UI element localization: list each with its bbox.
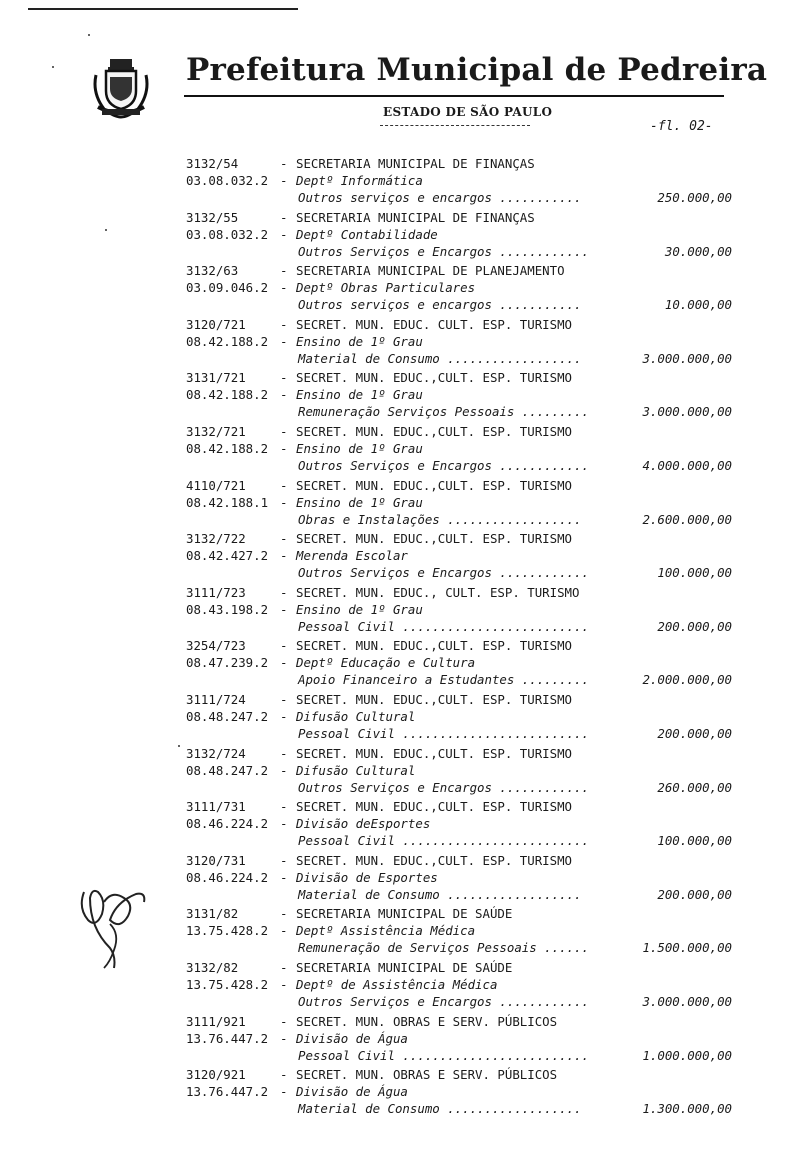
- entry-amount: 200.000,00: [657, 618, 732, 634]
- entry-item: Outros Serviços e Encargos ............: [298, 565, 589, 581]
- entry-classification: 13.75.428.2: [186, 976, 269, 992]
- entry-amount: 4.000.000,00: [642, 457, 732, 473]
- entry-item: Apoio Financeiro a Estudantes .........: [298, 672, 589, 688]
- entry-code: 3120/731: [186, 852, 246, 868]
- entry-classification: 08.47.239.2: [186, 655, 269, 671]
- entry-amount: 3.000.000,00: [642, 350, 732, 366]
- entry-item: Remuneração de Serviços Pessoais ......: [298, 940, 589, 956]
- entry-unit: Difusão Cultural: [296, 762, 416, 778]
- entry-item: Material de Consumo ..................: [298, 1101, 582, 1117]
- entry-code: 3120/721: [186, 316, 246, 332]
- entry-item: Outros Serviços e Encargos ............: [298, 993, 589, 1009]
- entry-item: Outros serviços e encargos ...........: [298, 190, 582, 205]
- entry-classification: 03.09.046.2: [186, 280, 269, 296]
- budget-entry: 3132/724 - SECRET. MUN. EDUC.,CULT. ESP. TURISMO 08.48.247.2 - Difusão Cultural Outros Serviços e Encargos ............ 260.000,00: [186, 745, 732, 795]
- budget-entry: 3132/55 - SECRETARIA MUNICIPAL DE FINANÇAS 03.08.032.2 - Deptº Contabilidade Outros Serviços e Encargos ............ 30.000,00: [186, 209, 732, 259]
- entry-department: SECRETARIA MUNICIPAL DE FINANÇAS: [296, 209, 535, 225]
- entry-item: Pessoal Civil .........................: [298, 1047, 589, 1063]
- entry-classification: 03.08.032.2: [186, 173, 269, 188]
- entry-amount: 10.000,00: [664, 297, 732, 313]
- scan-speck: [52, 66, 54, 68]
- entry-code: 3132/82: [186, 959, 239, 975]
- entry-code: 3111/723: [186, 584, 246, 600]
- entry-item: Outros Serviços e Encargos ............: [298, 243, 589, 259]
- entry-amount: 1.000.000,00: [642, 1047, 732, 1063]
- entry-item: Material de Consumo ..................: [298, 350, 582, 366]
- entry-unit: Divisão deEsportes: [296, 816, 431, 832]
- budget-entry: 3131/721 - SECRET. MUN. EDUC.,CULT. ESP. TURISMO 08.42.188.2 - Ensino de 1º Grau Remuneração Serviços Pessoais ......... 3.000.000,00: [186, 370, 732, 420]
- entry-department: SECRET. MUN. EDUC., CULT. ESP. TURISMO: [296, 584, 580, 600]
- entry-item: Material de Consumo ..................: [298, 886, 582, 902]
- budget-entry: 3111/724 - SECRET. MUN. EDUC.,CULT. ESP. TURISMO 08.48.247.2 - Difusão Cultural Pessoal Civil ......................... 200.000,00: [186, 691, 732, 741]
- page-title: Prefeitura Municipal de Pedreira: [186, 52, 768, 88]
- entry-amount: 1.500.000,00: [642, 940, 732, 956]
- entry-classification: 08.46.224.2: [186, 816, 269, 832]
- handwritten-signature-icon: [70, 862, 160, 972]
- entry-code: 3132/721: [186, 423, 246, 439]
- entry-code: 3132/55: [186, 209, 239, 225]
- entry-classification: 03.08.032.2: [186, 226, 269, 242]
- entry-amount: 200.000,00: [657, 725, 732, 741]
- entry-code: 3254/723: [186, 638, 246, 654]
- entry-department: SECRETARIA MUNICIPAL DE PLANEJAMENTO: [296, 263, 565, 279]
- entry-classification: 13.75.428.2: [186, 923, 269, 939]
- entry-code: 3111/921: [186, 1013, 246, 1029]
- entry-amount: 3.000.000,00: [642, 993, 732, 1009]
- entry-unit: Deptº Educação e Cultura: [296, 655, 476, 671]
- entry-amount: 200.000,00: [657, 886, 732, 902]
- entry-code: 3111/724: [186, 691, 246, 707]
- entry-amount: 2.000.000,00: [642, 672, 732, 688]
- entry-item: Outros Serviços e Encargos ............: [298, 779, 589, 795]
- entry-item: Obras e Instalações ..................: [298, 511, 582, 527]
- entry-unit: Ensino de 1º Grau: [296, 387, 423, 403]
- entry-item: Outros serviços e encargos ...........: [298, 297, 582, 313]
- budget-entry: 3132/82 - SECRETARIA MUNICIPAL DE SAÚDE 13.75.428.2 - Deptº de Assistência Médica Outros Serviços e Encargos ............ 3.000.000,00: [186, 959, 732, 1009]
- entry-item: Pessoal Civil .........................: [298, 618, 589, 634]
- entry-amount: 30.000,00: [664, 243, 732, 259]
- entry-item: Remuneração Serviços Pessoais .........: [298, 404, 589, 420]
- budget-entry: 3120/721 - SECRET. MUN. EDUC. CULT. ESP. TURISMO 08.42.188.2 - Ensino de 1º Grau Material de Consumo .................. 3.000.000,00: [186, 316, 732, 366]
- entry-unit: Difusão Cultural: [296, 708, 416, 724]
- entry-amount: 1.300.000,00: [642, 1101, 732, 1117]
- entry-unit: Deptº Contabilidade: [296, 226, 438, 242]
- entry-department: SECRET. MUN. EDUC.,CULT. ESP. TURISMO: [296, 638, 573, 654]
- entry-unit: Deptº Obras Particulares: [296, 280, 476, 296]
- budget-entry: 3132/54 - SECRETARIA MUNICIPAL DE FINANÇAS 03.08.032.2 - Deptº Informática Outros serviços e encargos ........... 250.000,00: [186, 156, 732, 205]
- entry-department: SECRET. MUN. EDUC.,CULT. ESP. TURISMO: [296, 691, 573, 707]
- entry-department: SECRET. MUN. OBRAS E SERV. PÚBLICOS: [296, 1013, 558, 1029]
- coat-of-arms-icon: [90, 57, 152, 119]
- entry-department: SECRETARIA MUNICIPAL DE FINANÇAS: [296, 156, 535, 171]
- entry-unit: Divisão de Esportes: [296, 869, 438, 885]
- budget-entry: 3111/723 - SECRET. MUN. EDUC., CULT. ESP. TURISMO 08.43.198.2 - Ensino de 1º Grau Pessoal Civil ......................... 200.000,00: [186, 584, 732, 634]
- entry-amount: 260.000,00: [657, 779, 732, 795]
- entry-amount: 250.000,00: [657, 190, 732, 205]
- entry-code: 3132/722: [186, 531, 246, 547]
- entry-item: Pessoal Civil .........................: [298, 833, 589, 849]
- entry-classification: 08.48.247.2: [186, 762, 269, 778]
- entry-classification: 08.42.427.2: [186, 548, 269, 564]
- entry-unit: Ensino de 1º Grau: [296, 494, 423, 510]
- entry-unit: Merenda Escolar: [296, 548, 408, 564]
- entry-department: SECRET. MUN. OBRAS E SERV. PÚBLICOS: [296, 1067, 558, 1083]
- budget-entry: 3111/921 - SECRET. MUN. OBRAS E SERV. PÚBLICOS 13.76.447.2 - Divisão de Água Pessoal Civil ......................... 1.000.000,00: [186, 1013, 732, 1063]
- budget-entry: 3111/731 - SECRET. MUN. EDUC.,CULT. ESP. TURISMO 08.46.224.2 - Divisão deEsportes Pessoal Civil ......................... 100.000,00: [186, 799, 732, 849]
- entry-item: Pessoal Civil .........................: [298, 725, 589, 741]
- entry-unit: Deptº Assistência Médica: [296, 923, 476, 939]
- entry-department: SECRET. MUN. EDUC.,CULT. ESP. TURISMO: [296, 852, 573, 868]
- entry-department: SECRET. MUN. EDUC.,CULT. ESP. TURISMO: [296, 531, 573, 547]
- entry-code: 3131/82: [186, 906, 239, 922]
- entry-classification: 13.76.447.2: [186, 1030, 269, 1046]
- budget-entry: 3132/722 - SECRET. MUN. EDUC.,CULT. ESP. TURISMO 08.42.427.2 - Merenda Escolar Outros Serviços e Encargos ............ 100.000,00: [186, 531, 732, 581]
- top-rule: [28, 8, 298, 10]
- entry-classification: 08.42.188.1: [186, 494, 269, 510]
- budget-entry: 3132/63 - SECRETARIA MUNICIPAL DE PLANEJAMENTO 03.09.046.2 - Deptº Obras Particulares Outros serviços e encargos ........... 10.000,00: [186, 263, 732, 313]
- entry-amount: 2.600.000,00: [642, 511, 732, 527]
- entry-amount: 100.000,00: [657, 833, 732, 849]
- budget-entry: 3132/721 - SECRET. MUN. EDUC.,CULT. ESP. TURISMO 08.42.188.2 - Ensino de 1º Grau Outros Serviços e Encargos ............ 4.000.000,00: [186, 423, 732, 473]
- entry-unit: Ensino de 1º Grau: [296, 333, 423, 349]
- state-subtitle: ESTADO DE SÃO PAULO: [383, 105, 553, 119]
- entry-department: SECRETARIA MUNICIPAL DE SAÚDE: [296, 906, 513, 922]
- entry-code: 3131/721: [186, 370, 246, 386]
- entry-unit: Ensino de 1º Grau: [296, 440, 423, 456]
- entry-department: SECRET. MUN. EDUC.,CULT. ESP. TURISMO: [296, 477, 573, 493]
- entry-code: 3132/54: [186, 156, 239, 171]
- entry-classification: 08.48.247.2: [186, 708, 269, 724]
- entry-department: SECRET. MUN. EDUC.,CULT. ESP. TURISMO: [296, 423, 573, 439]
- budget-entry: 3254/723 - SECRET. MUN. EDUC.,CULT. ESP. TURISMO 08.47.239.2 - Deptº Educação e Cultura Apoio Financeiro a Estudantes ......... 2.000.000,00: [186, 638, 732, 688]
- scan-speck: [88, 34, 90, 36]
- entry-amount: 3.000.000,00: [642, 404, 732, 420]
- entry-department: SECRETARIA MUNICIPAL DE SAÚDE: [296, 959, 513, 975]
- budget-entry: 3120/731 - SECRET. MUN. EDUC.,CULT. ESP. TURISMO 08.46.224.2 - Divisão de Esportes Material de Consumo .................. 200.000,00: [186, 852, 732, 902]
- entry-unit: Divisão de Água: [296, 1030, 408, 1046]
- entry-code: 3111/731: [186, 799, 246, 815]
- entry-classification: 08.46.224.2: [186, 869, 269, 885]
- entry-classification: 08.43.198.2: [186, 601, 269, 617]
- entry-department: SECRET. MUN. EDUC.,CULT. ESP. TURISMO: [296, 799, 573, 815]
- budget-entry: 3120/921 - SECRET. MUN. OBRAS E SERV. PÚBLICOS 13.76.447.2 - Divisão de Água Material de Consumo .................. 1.300.000,00: [186, 1067, 732, 1117]
- entry-code: 4110/721: [186, 477, 246, 493]
- entry-department: SECRET. MUN. EDUC.,CULT. ESP. TURISMO: [296, 745, 573, 761]
- entry-amount: 100.000,00: [657, 565, 732, 581]
- page-folio: -fl. 02-: [650, 119, 713, 134]
- budget-entries: [0, 155, 800, 1120]
- entry-department: SECRET. MUN. EDUC. CULT. ESP. TURISMO: [296, 316, 573, 332]
- entry-unit: Ensino de 1º Grau: [296, 601, 423, 617]
- entry-code: 3120/921: [186, 1067, 246, 1083]
- entry-unit: Deptº Informática: [296, 173, 423, 188]
- entry-classification: 13.76.447.2: [186, 1084, 269, 1100]
- entry-code: 3132/63: [186, 263, 239, 279]
- entry-unit: Divisão de Água: [296, 1084, 408, 1100]
- entry-department: SECRET. MUN. EDUC.,CULT. ESP. TURISMO: [296, 370, 573, 386]
- budget-entry: 3131/82 - SECRETARIA MUNICIPAL DE SAÚDE 13.75.428.2 - Deptº Assistência Médica Remuneração de Serviços Pessoais ...... 1.500.000,00: [186, 906, 732, 956]
- entry-code: 3132/724: [186, 745, 246, 761]
- budget-entry: 4110/721 - SECRET. MUN. EDUC.,CULT. ESP. TURISMO 08.42.188.1 - Ensino de 1º Grau Obras e Instalações .................. 2.600.000,00: [186, 477, 732, 527]
- entry-classification: 08.42.188.2: [186, 333, 269, 349]
- title-underline: [184, 95, 724, 97]
- entry-classification: 08.42.188.2: [186, 440, 269, 456]
- state-underline: [380, 125, 530, 126]
- entry-unit: Deptº de Assistência Médica: [296, 976, 498, 992]
- entry-item: Outros Serviços e Encargos ............: [298, 457, 589, 473]
- entry-classification: 08.42.188.2: [186, 387, 269, 403]
